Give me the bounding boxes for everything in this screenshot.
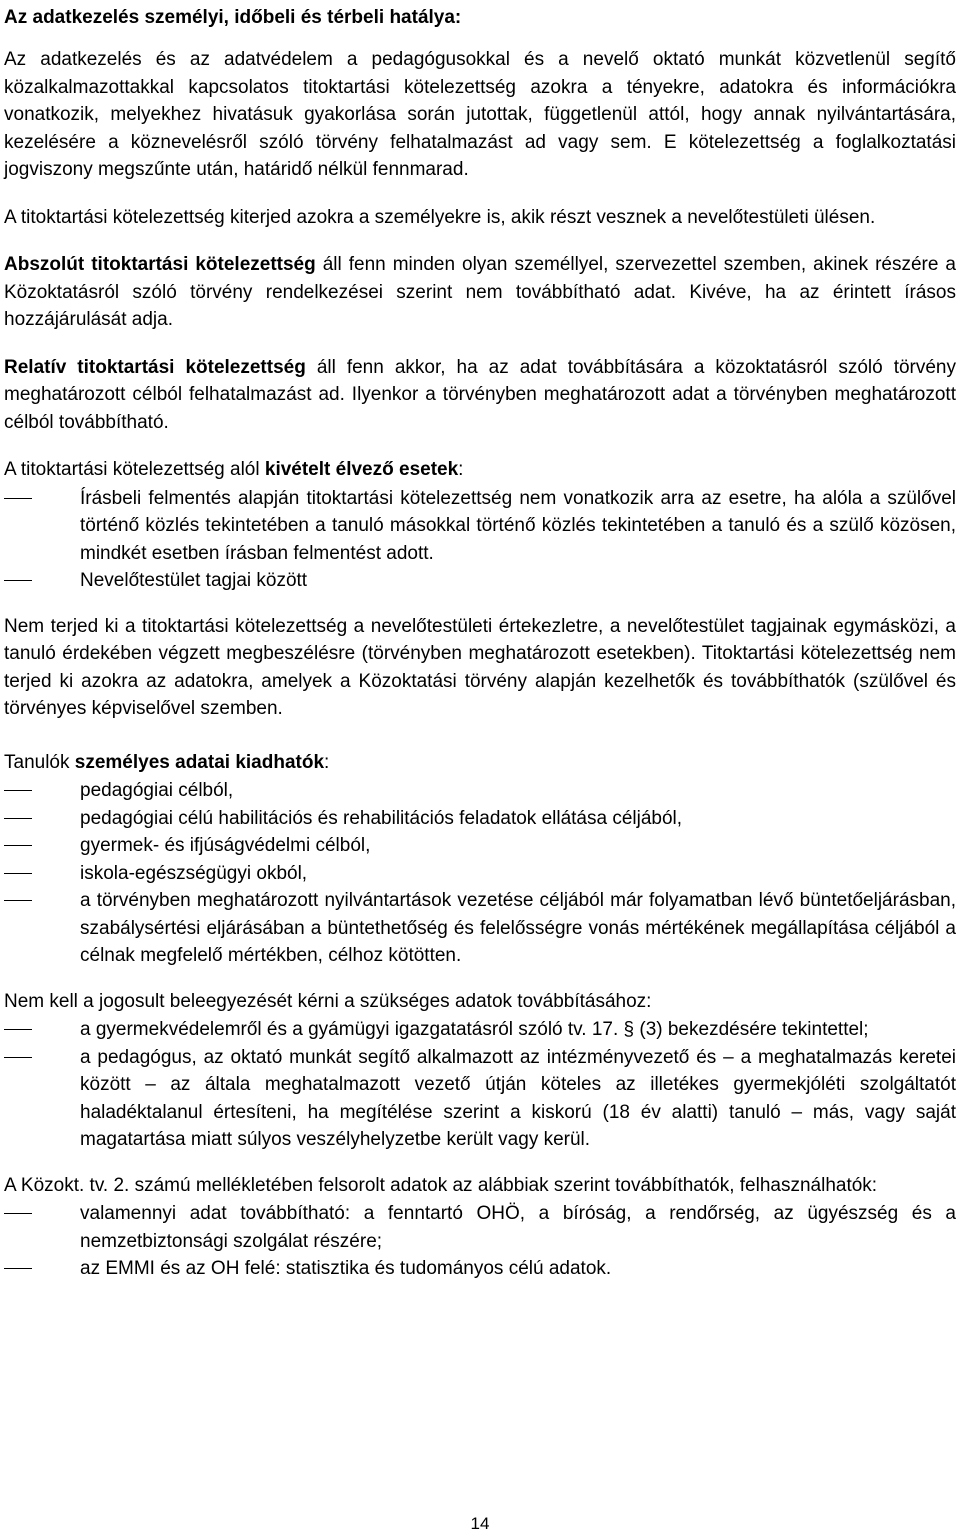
- no-consent-intro: Nem kell a jogosult beleegyezését kérni a szükséges adatok továbbításához:: [4, 990, 652, 1012]
- list-item: [4, 860, 956, 888]
- dash-bullet-icon: [4, 498, 32, 499]
- student-data-intro-colon: :: [324, 751, 330, 773]
- absolute-confidentiality-text: áll fenn minden olyan személlyel, szervezettel szemben, akinek részére a Közoktatásról szóló törvény rendelkezései szerint nem továbbítható adat. Kivéve, ha az érintett írásos hozzájárulását adja.: [4, 254, 956, 330]
- dash-bullet-icon: [4, 1268, 32, 1269]
- list-item-text: Nevelőtestület tagjai között: [80, 570, 308, 591]
- list-item-text: valamennyi adat továbbítható: a fenntartó OHÖ, a bíróság, a rendőrség, az ügyészség és a nemzetbiztonsági szolgálat részére;: [80, 1203, 956, 1252]
- dash-bullet-icon: [4, 1057, 32, 1058]
- annex-intro: A Közokt. tv. 2. számú mellékletében felsorolt adatok az alábbiak szerint továbbíthatók, felhasználhatók:: [4, 1174, 878, 1196]
- student-data-intro: [4, 749, 956, 777]
- list-item-text: a törvényben meghatározott nyilvántartások vezetése céljából már folyamatban lévő büntetőeljárásban, szabálysértési eljárásában a büntethetőség és felelősségre vonás mértékének megállapítása céljából a célnak megfelelő mértékben, célhoz kötötten.: [80, 890, 956, 966]
- dash-bullet-icon: [4, 873, 32, 874]
- student-data-intro-text: Tanulók: [4, 751, 75, 773]
- paragraph-absolute-confidentiality: [4, 251, 956, 334]
- section-heading: Az adatkezelés személyi, időbeli és térbeli hatálya:: [4, 7, 462, 28]
- list-item-text: a pedagógus, az oktató munkát segítő alkalmazott az intézményvezető és – a meghatalmazás keretei között – az általa meghatalmazott vezető útján köteles az illetékes gyermekjóléti szolgáltatót haladéktalanul értesíteni, ha megítélése szerint a kiskorú (18 év alatti) tanuló – más, vagy saját magatartása miatt súlyos veszélyhelyzetbe került vagy kerül.: [80, 1046, 956, 1150]
- list-item: [4, 567, 956, 595]
- dash-bullet-icon: [4, 580, 32, 581]
- list-item-text: pedagógiai célból,: [80, 780, 234, 801]
- list-item-text: Írásbeli felmentés alapján titoktartási kötelezettség nem vonatkozik arra az esetre, ha alóla a szülővel történő közlés tekintetében a tanuló másokkal történő közlés tekintetében a tanuló és a szülő közösen, mindkét esetben írásban felmentést adott.: [80, 487, 956, 564]
- exceptions-intro-bold: kivételt élvező esetek: [264, 459, 459, 480]
- exceptions-intro-colon: :: [458, 459, 464, 480]
- list-item-text: iskola-egészségügyi okból,: [80, 862, 308, 884]
- dash-bullet-icon: [4, 818, 32, 819]
- paragraph-extension: A titoktartási kötelezettség kiterjed azokra a személyekre is, akik részt vesznek a nevelőtestületi ülésen.: [4, 206, 876, 228]
- dash-bullet-icon: [4, 790, 32, 791]
- no-consent-list: [4, 1016, 956, 1154]
- page-number: 14: [470, 1514, 490, 1533]
- list-item: [4, 777, 956, 805]
- list-item: [4, 805, 956, 833]
- list-item: [4, 1044, 956, 1154]
- list-item-text: az EMMI és az OH felé: statisztika és tudományos célú adatok.: [80, 1258, 612, 1279]
- paragraph-scope: Az adatkezelés és az adatvédelem a pedagógusokkal és a nevelő oktató munkát közvetlenül segítő közalkalmazottakkal kapcsolatos titoktartási kötelezettség azokra a tényekre, adatokra és információkra vonatkozik, melyekhez hivatásuk gyakorlása során jutottak, függetlenül attól, hogy annak nyilvántartására, kezelésére a köznevelésről szóló törvény felhatalmazást ad vagy sem. E kötelezettség a foglalkoztatási jogviszony megszűnte után, határidő nélkül fennmarad.: [4, 49, 956, 180]
- annex-list: [4, 1200, 956, 1283]
- list-item: [4, 1016, 956, 1044]
- exceptions-intro: [4, 456, 956, 484]
- list-item: [4, 1200, 956, 1255]
- student-data-intro-bold: személyes adatai kiadhatók: [74, 751, 325, 773]
- dash-bullet-icon: [4, 845, 32, 846]
- list-item: [4, 832, 956, 860]
- list-item: [4, 485, 956, 568]
- relative-confidentiality-text: áll fenn akkor, ha az adat továbbítására a közoktatásról szóló törvény meghatározott célból felhatalmazást ad. Ilyenkor a törvényben meghatározott adat a törvényben meghatározott célból továbbítható.: [4, 356, 957, 433]
- dash-bullet-icon: [4, 1029, 32, 1030]
- paragraph-not-applicable: Nem terjed ki a titoktartási kötelezettség a nevelőtestületi értekezletre, a nevelőtestület tagjainak egymásközi, a tanuló érdekében végzett megbeszélésre (törvényben meghatározott esetekben). Titoktartási kötelezettség nem terjed ki azokra az adatokra, amelyek a Közoktatási törvény alapján kezelhetők és továbbíthatók (szülővel és törvényes képviselővel szemben.: [4, 615, 956, 719]
- list-item-text: pedagógiai célú habilitációs és rehabilitációs feladatok ellátása céljából,: [80, 807, 683, 829]
- list-item-text: gyermek- és ifjúságvédelmi célból,: [80, 835, 371, 856]
- paragraph-relative-confidentiality: [4, 354, 956, 437]
- dash-bullet-icon: [4, 1213, 32, 1214]
- term-absolute-confidentiality: Abszolút titoktartási kötelezettség: [4, 254, 316, 275]
- dash-bullet-icon: [4, 900, 32, 901]
- exceptions-list: [4, 485, 956, 595]
- exceptions-intro-text: A titoktartási kötelezettség alól: [4, 459, 265, 480]
- list-item: [4, 887, 956, 970]
- student-data-list: [4, 777, 956, 970]
- list-item: [4, 1255, 956, 1283]
- term-relative-confidentiality: Relatív titoktartási kötelezettség: [4, 356, 306, 378]
- list-item-text: a gyermekvédelemről és a gyámügyi igazgatatásról szóló tv. 17. § (3) bekezdésére tekintettel;: [80, 1019, 869, 1040]
